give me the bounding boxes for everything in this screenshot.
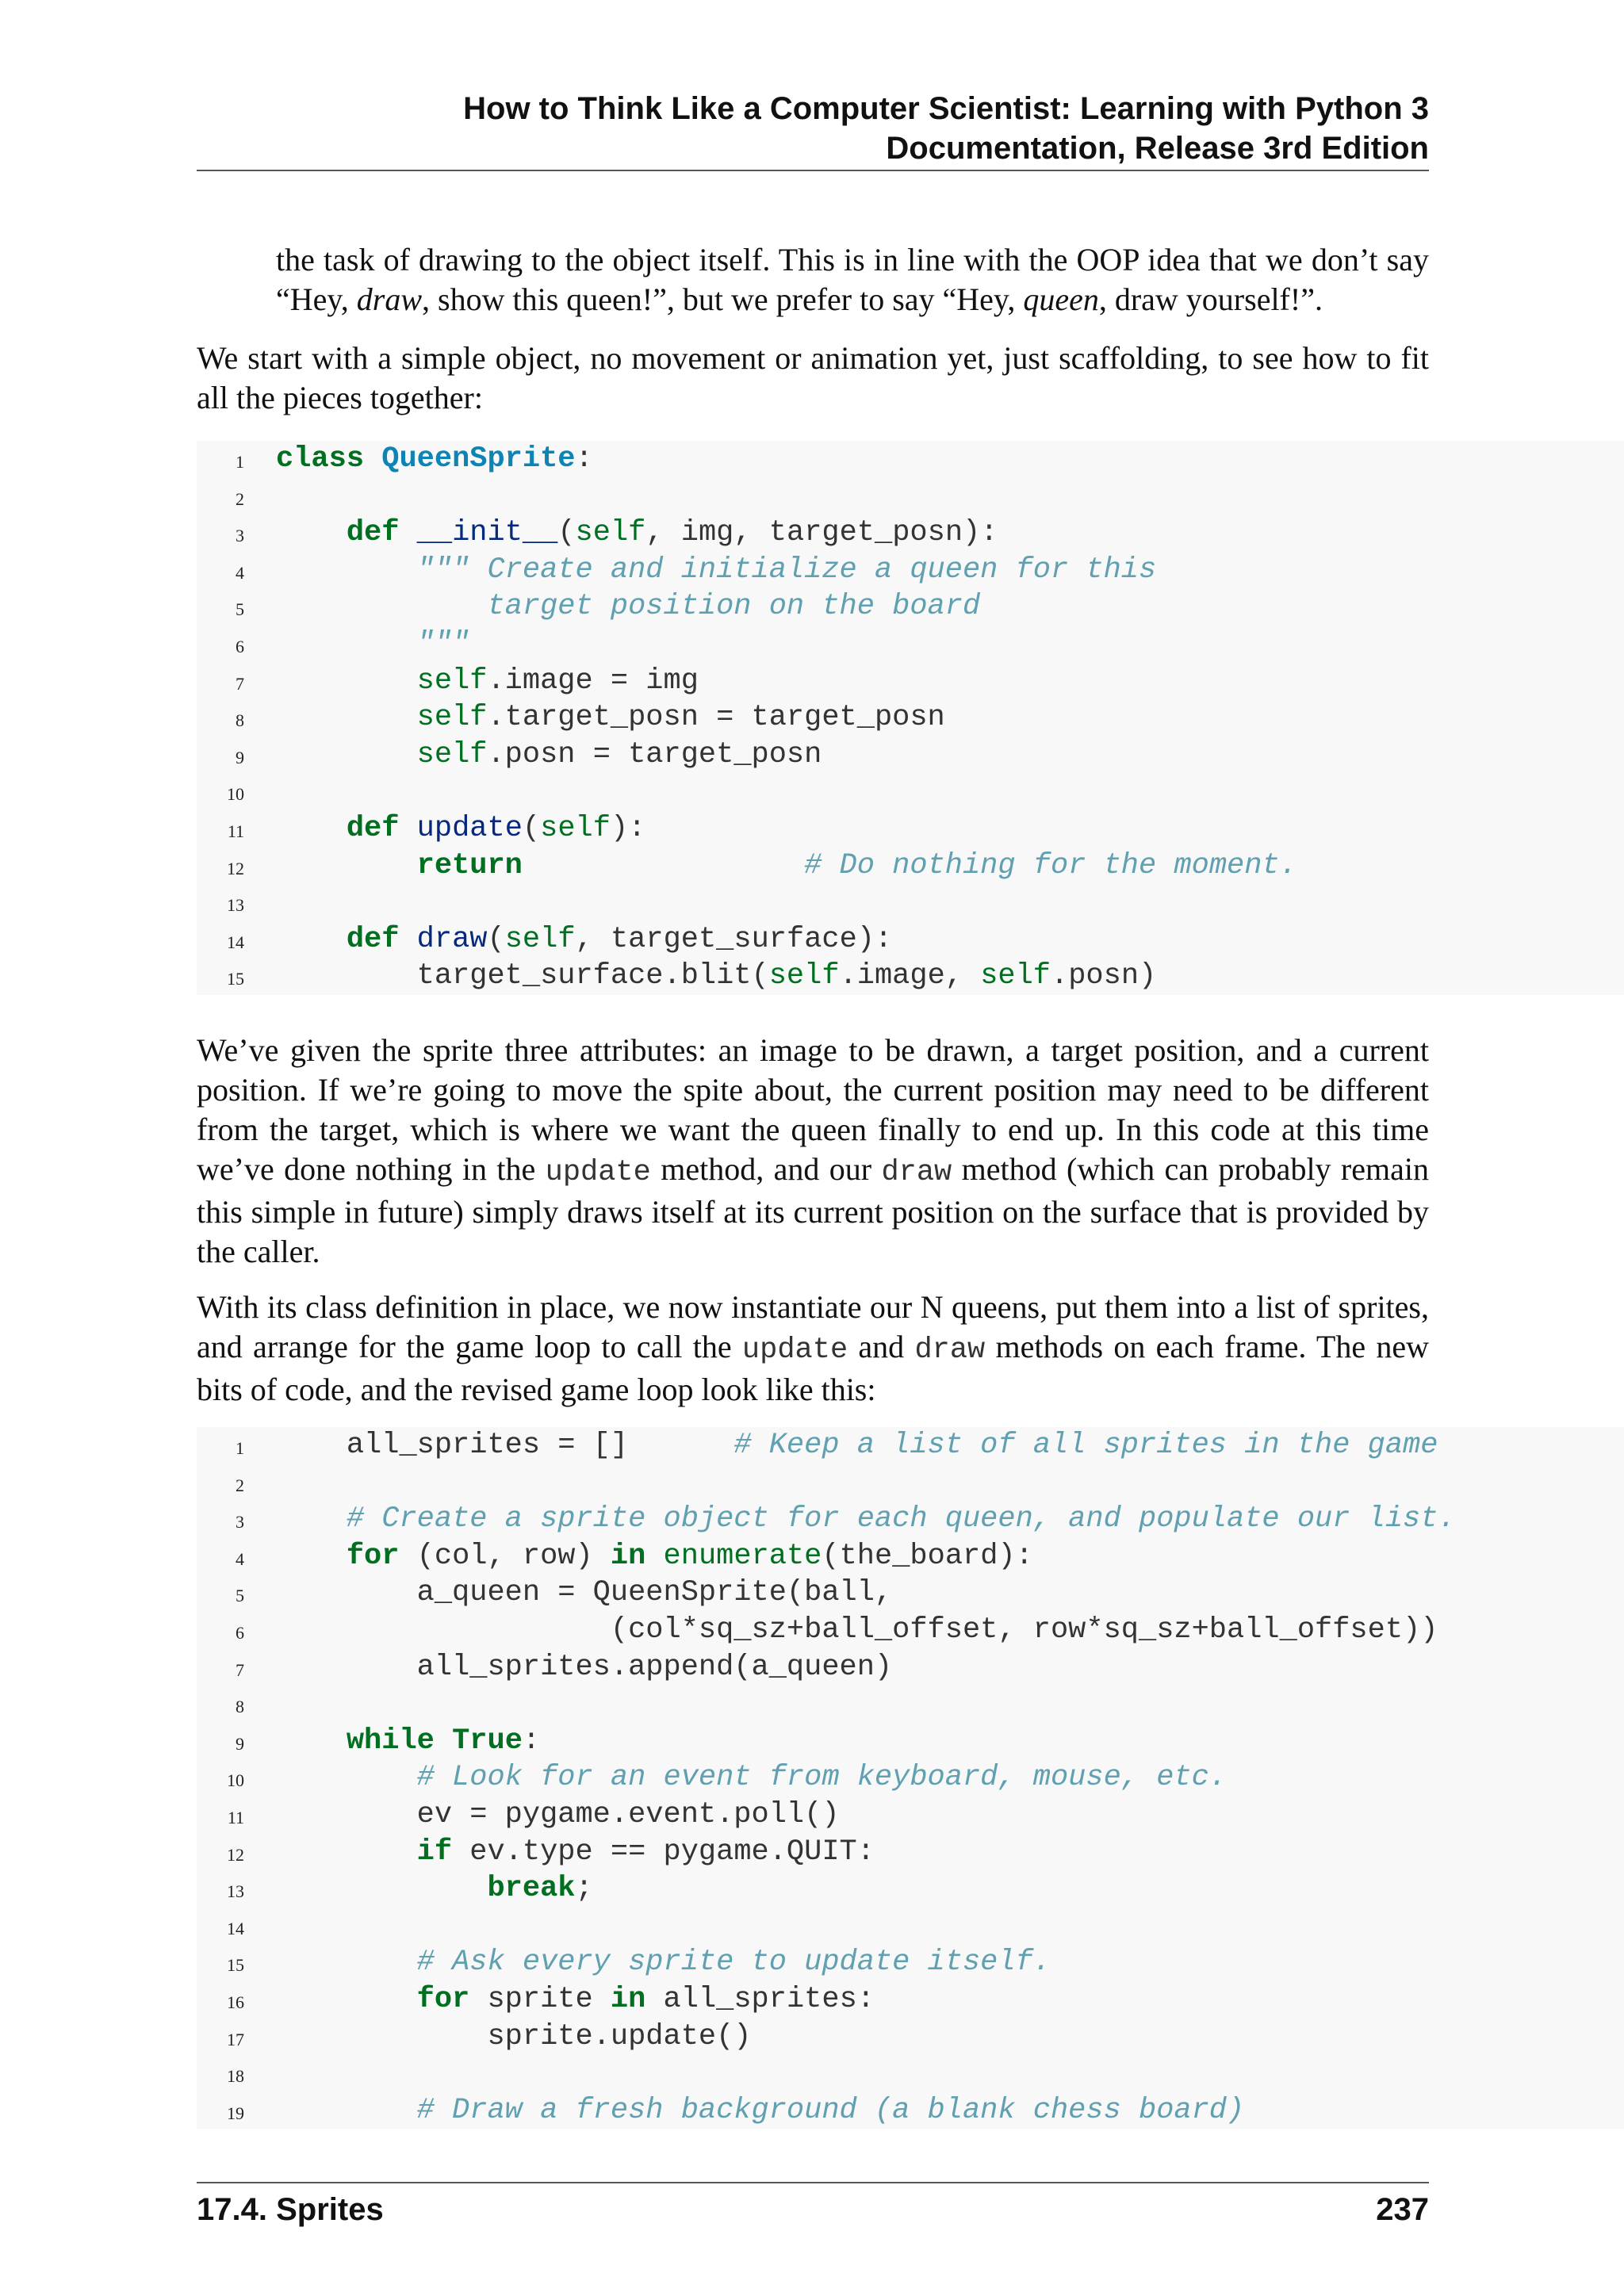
game-loop-paragraph: With its class definition in place, we now instantiate our N queens, put them into a list of sprites, and arrange for the game loop to call the update and draw methods on each frame. The new bits of code, and the revised game loop look like this: [197,1289,1429,1407]
code-text: # Create a sprite object for each queen, and populate our list. [346,1502,1456,1536]
line-number: 7 [236,1659,244,1680]
line-number: 19 [227,2103,244,2123]
code-line [197,773,1624,810]
attributes-paragraph: We’ve given the sprite three attributes: an image to be drawn, a target position, and a current position. If we’re going to move the spite about, the current position may need to be different from the target, which is where we want the queen finally to end up. In this code at this time we’ve done nothing in the update method, and our draw method (which can probably remain this simple in future) simply draws itself at its current position on the surface that is provided by the caller. [197,1032,1429,1269]
inline-code-update: update [741,1334,848,1367]
line-number: 18 [227,2066,244,2087]
code-line [197,1575,1624,1612]
inline-code-update: update [545,1156,651,1189]
line-number: 13 [227,1881,244,1902]
code-text: (col*sq_sz+ball_offset, row*sq_sz+ball_offset)) [416,1613,1438,1647]
code-text: for (col, row) in enumerate(the_board): [346,1539,1033,1573]
code-text: while True: [346,1724,541,1758]
line-number: 6 [236,636,244,656]
line-number: 2 [236,488,244,509]
line-number: 6 [236,1622,244,1643]
line-number: 8 [236,710,244,731]
code-text: class QueenSprite: [276,442,593,476]
line-number: 11 [227,1807,244,1827]
line-number: 15 [227,1955,244,1976]
code-line [197,1797,1624,1834]
code-line [197,2092,1624,2130]
code-line [197,1649,1624,1686]
footer-page-number: 237 [1376,2192,1429,2227]
line-number: 12 [227,858,244,878]
code-text: return # Do nothing for the moment. [416,848,1297,882]
code-line [197,1501,1624,1538]
line-number: 16 [227,1992,244,2012]
line-number: 14 [227,1918,244,1938]
intro-emphasis-queen: queen [1023,281,1099,317]
inline-code-draw: draw [881,1156,952,1189]
code-text: self.target_posn = target_posn [416,701,945,735]
line-number: 2 [236,1475,244,1495]
code-text: sprite.update() [487,2019,752,2053]
code-line [197,1759,1624,1797]
line-number: 9 [236,747,244,767]
code-line [197,848,1624,885]
line-number: 11 [227,821,244,841]
intro-paragraph: We start with a simple object, no movement or animation yet, just scaffolding, to see how to fit all the pieces together: [197,340,1429,415]
line-number: 5 [236,1586,244,1606]
intro-paragraph-continued [276,240,1429,320]
header-rule [197,170,1429,171]
code-text: """ Create and initialize a queen for this [416,553,1157,587]
code-text: all_sprites = [] # Keep a list of all sprites in the game [346,1429,1438,1462]
code-line [197,441,1624,478]
code-line [197,588,1624,626]
line-number: 3 [236,1512,244,1533]
line-number: 7 [236,673,244,694]
code-line [197,1427,1624,1464]
code-line [197,1612,1624,1649]
code-text: all_sprites.append(a_queen) [416,1650,893,1684]
line-number: 14 [227,932,244,952]
line-number: 10 [227,1770,244,1791]
intro-text-b: , show this queen!”, but we prefer to say “Hey, [422,281,1024,317]
code-text: self.image = img [416,664,699,698]
code-line [197,663,1624,700]
code-text: if ev.type == pygame.QUIT: [416,1835,875,1869]
code-text: target position on the board [416,590,981,624]
header-title-line2: Documentation, Release 3rd Edition [886,131,1429,166]
line-number: 3 [236,526,244,546]
line-number: 10 [227,784,244,805]
line-number: 4 [236,562,244,583]
code-line [197,1686,1624,1723]
inline-code-draw: draw [914,1334,986,1367]
code-line [197,1538,1624,1575]
code-text: # Draw a fresh background (a blank chess board) [416,2093,1245,2127]
code-line [197,921,1624,959]
code-line [197,552,1624,589]
code-line [197,1944,1624,1981]
line-number: 8 [236,1697,244,1717]
line-number: 5 [236,599,244,620]
footer-rule [197,2182,1429,2183]
intro-text-a: the task of drawing to the object itself. This is in line with the OOP idea that we don’t say “Hey, [276,242,1429,317]
code-line [197,626,1624,663]
code-text: break; [487,1872,593,1906]
code-line [197,2055,1624,2092]
code-line [197,884,1624,921]
line-number: 9 [236,1733,244,1754]
code-line [197,810,1624,848]
code-text: # Ask every sprite to update itself. [416,1946,1051,1980]
code-text: target_surface.blit(self.image, self.posn) [416,959,1157,993]
code-text: def draw(self, target_surface): [346,922,893,956]
code-line [197,1464,1624,1502]
intro-text-c: , draw yourself!”. [1098,281,1323,317]
code-line [197,737,1624,774]
code-line [197,1981,1624,2019]
code-text: for sprite in all_sprites: [416,1982,875,2016]
intro-emphasis-draw: draw [356,281,423,317]
code-text: self.posn = target_posn [416,737,822,771]
code-line [197,478,1624,515]
code-text: def __init__(self, img, target_posn): [346,516,998,550]
code-block-game-loop [197,1427,1624,2129]
code-text: a_queen = QueenSprite(ball, [416,1576,893,1610]
code-line [197,515,1624,552]
line-number: 4 [236,1548,244,1569]
code-text: def update(self): [346,811,646,845]
line-number: 15 [227,969,244,989]
code-line [197,1870,1624,1908]
line-number: 13 [227,895,244,916]
line-number: 17 [227,2029,244,2049]
code-line [197,2019,1624,2056]
code-text: ev = pygame.event.poll() [416,1797,840,1831]
code-text: # Look for an event from keyboard, mouse, etc. [416,1761,1228,1795]
line-number: 1 [236,1438,244,1458]
code-line [197,1908,1624,1945]
running-header [197,89,1429,168]
code-line [197,1834,1624,1871]
line-number: 1 [236,452,244,472]
code-line [197,958,1624,995]
code-block-queensprite [197,441,1624,995]
line-number: 12 [227,1844,244,1865]
footer-section-title: 17.4. Sprites [197,2192,384,2227]
header-title-line1: How to Think Like a Computer Scientist: Learning with Python 3 [463,91,1429,126]
code-line [197,1723,1624,1760]
code-line [197,699,1624,737]
code-text: """ [416,626,470,660]
